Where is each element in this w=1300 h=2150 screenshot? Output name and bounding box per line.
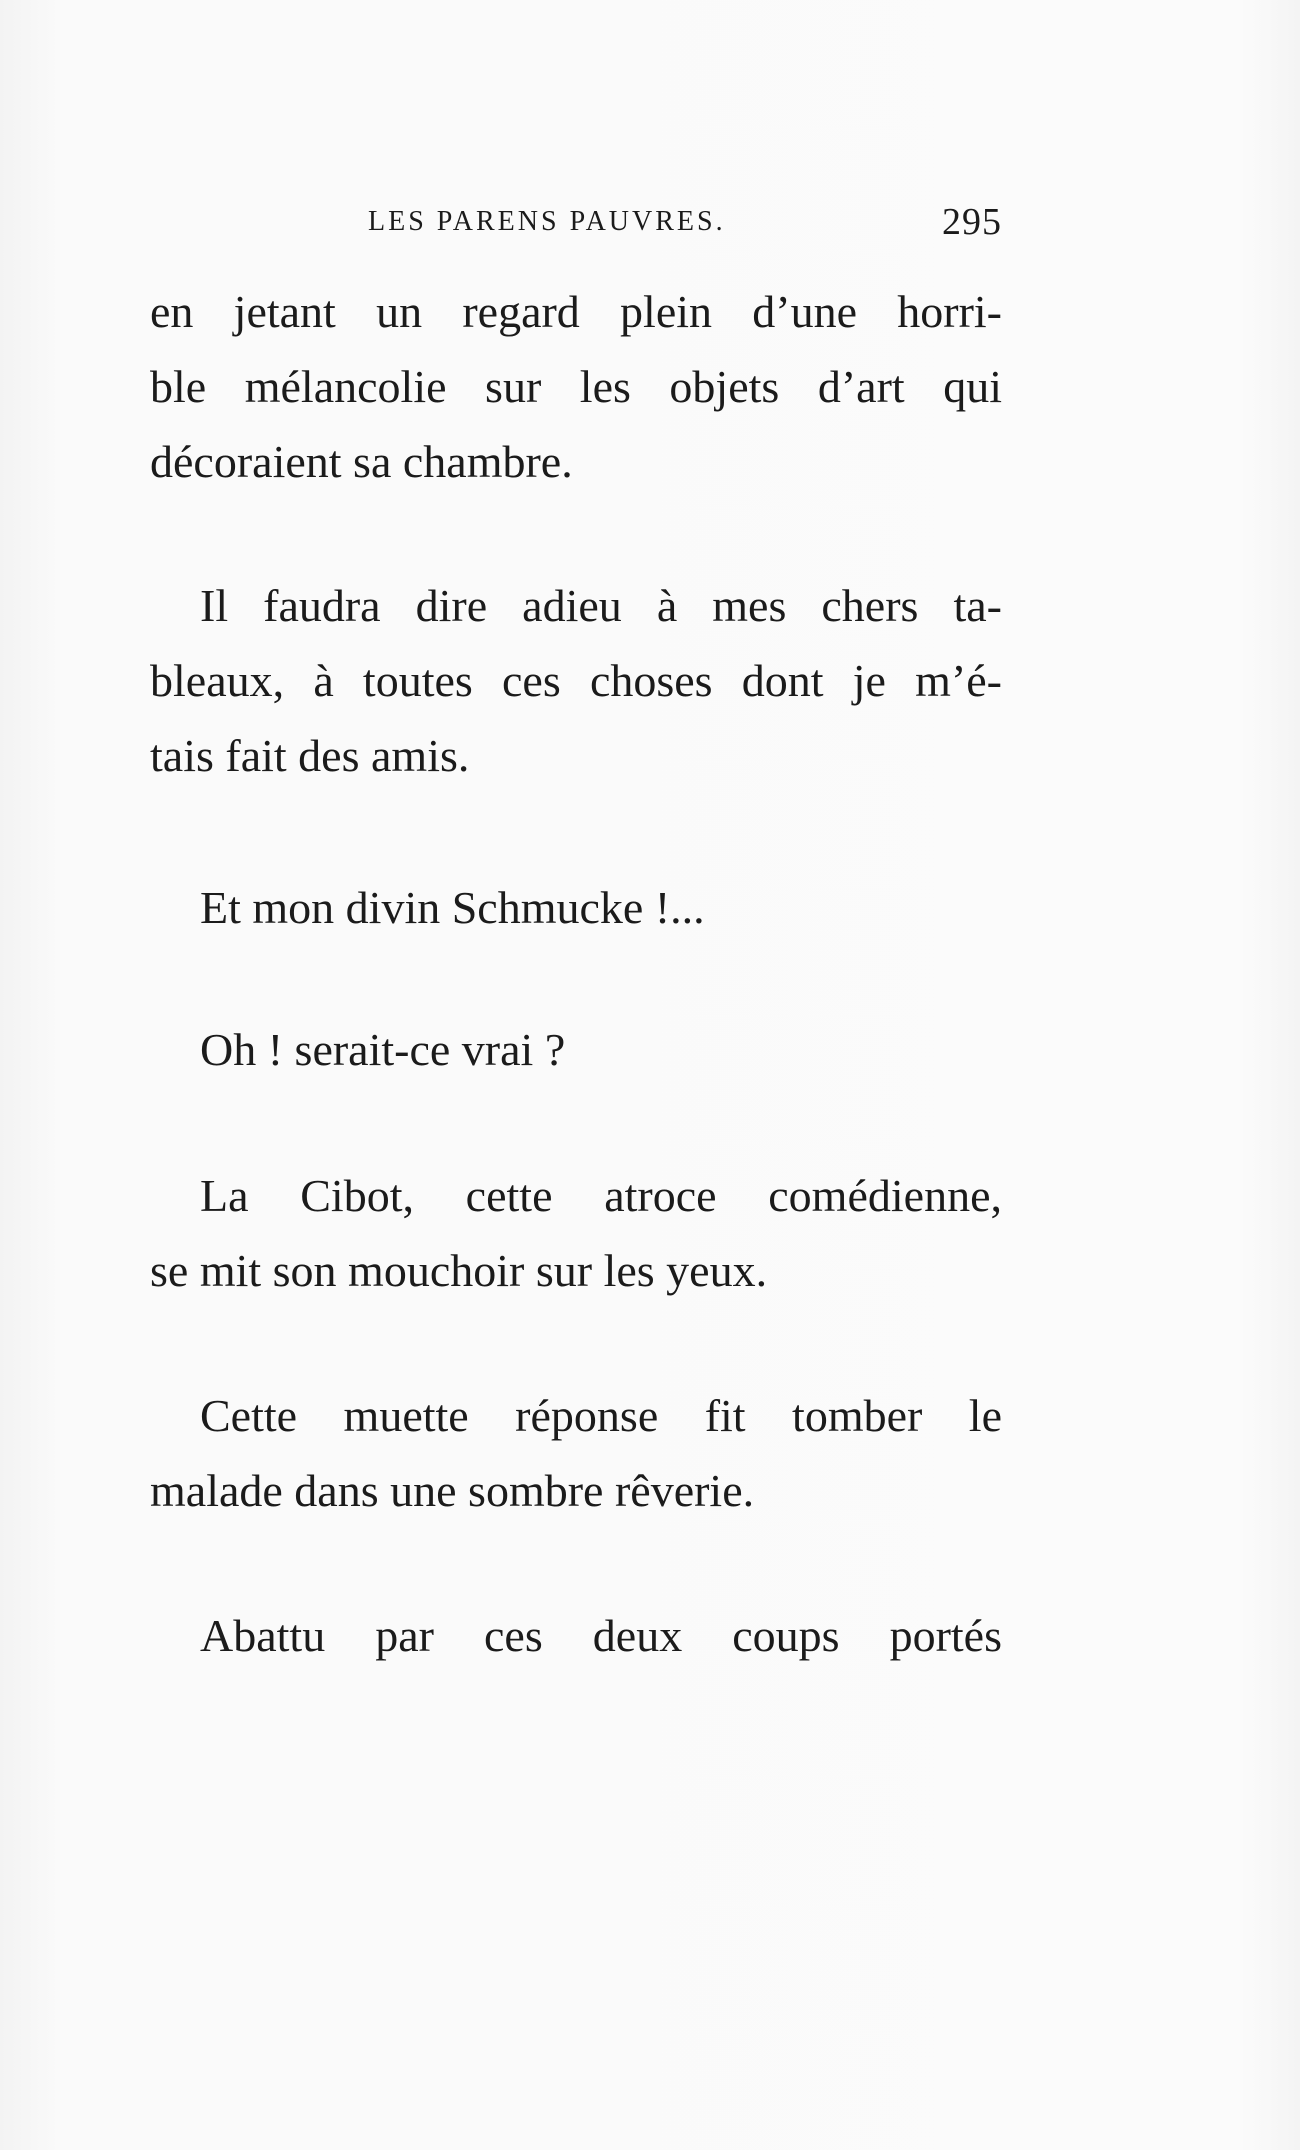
text-line: bleaux, à toutes ces choses dont je m’é- — [150, 655, 1002, 706]
paragraph — [150, 568, 1002, 793]
paragraph — [150, 870, 1002, 945]
paragraph — [150, 1158, 1002, 1308]
running-title: LES PARENS PAUVRES. — [368, 206, 726, 237]
text-line: tais fait des amis. — [150, 730, 470, 781]
text-line: se mit son mouchoir sur les yeux. — [150, 1245, 768, 1296]
text-line: ble mélancolie sur les objets d’art qui — [150, 361, 1002, 412]
text-line: malade dans une sombre rêverie. — [150, 1465, 755, 1516]
paragraph — [150, 1598, 1002, 1673]
paragraph — [150, 1012, 1002, 1087]
paragraph — [150, 1378, 1002, 1528]
text-line: Et mon divin Schmucke !... — [200, 882, 705, 933]
text-line: en jetant un regard plein d’une horri- — [150, 286, 1002, 337]
paragraph-continuation — [150, 274, 1002, 499]
text-line: décoraient sa chambre. — [150, 436, 573, 487]
page-number: 295 — [942, 201, 1002, 243]
page-header — [150, 200, 1002, 260]
text-line: Abattu par ces deux coups portés — [200, 1610, 1002, 1661]
text-line: Cette muette réponse fit tomber le — [200, 1390, 1002, 1441]
text-line: Il faudra dire adieu à mes chers ta- — [200, 580, 1002, 631]
text-line: La Cibot, cette atroce comédienne, — [200, 1170, 1002, 1221]
text-line: Oh ! serait-ce vrai ? — [200, 1024, 566, 1075]
